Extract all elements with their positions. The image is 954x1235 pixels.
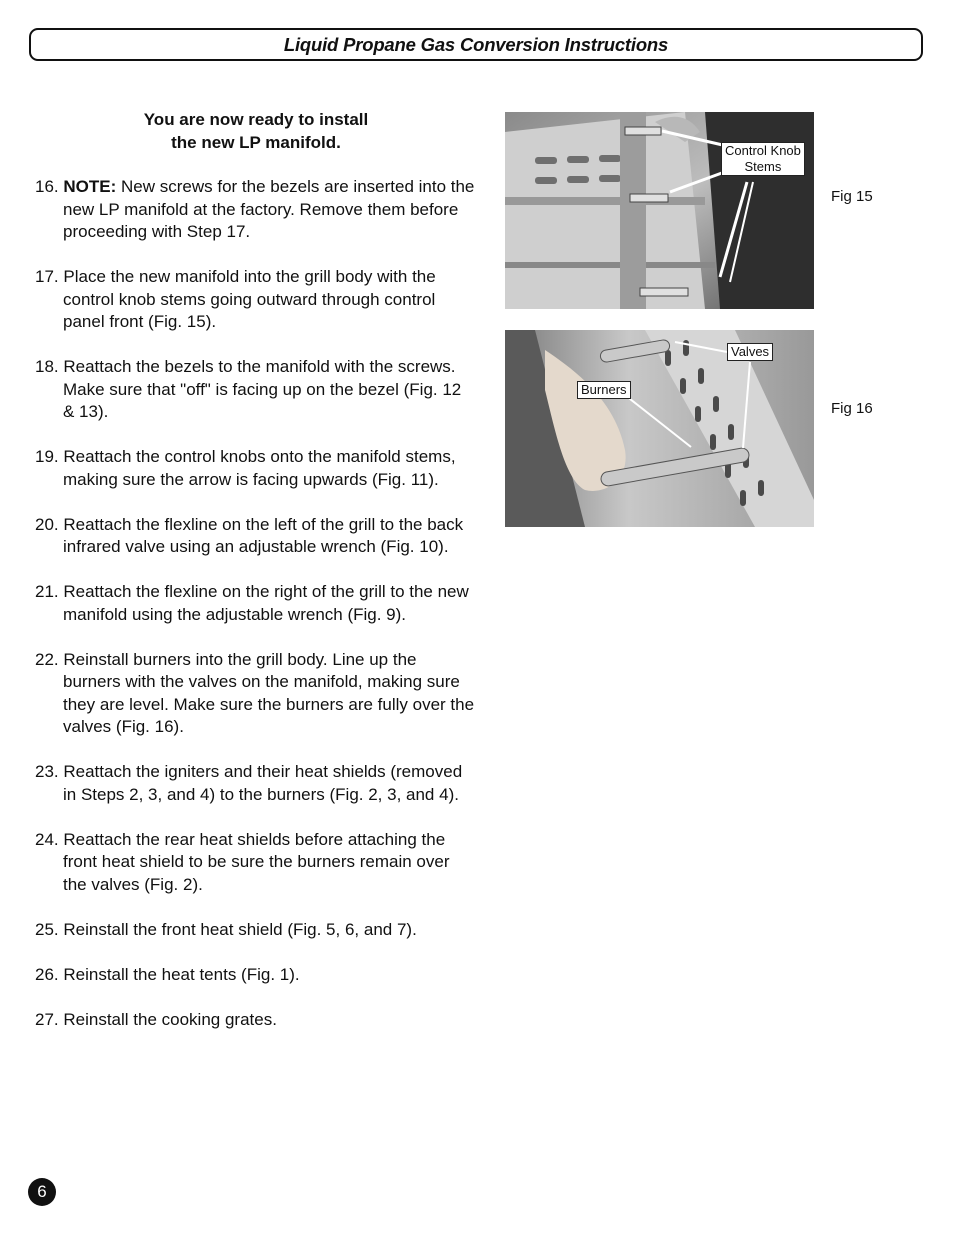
page-number-badge: 6 [28,1178,56,1206]
step-number: 25. [35,919,59,939]
header-box [29,28,923,61]
fig16-callout-valves: Valves [727,343,773,361]
step-27 [35,1009,475,1032]
fig16-callout-burners: Burners [577,381,631,399]
step-19 [35,446,475,491]
step-number: 19. [35,447,59,466]
step-number: 17. [35,267,59,286]
fig15-callout-control-knob-stems: Control Knob Stems [721,142,805,176]
step-number: 26. [35,964,59,984]
step-number: 18. [35,357,59,376]
step-24 [35,829,475,897]
fig16-photo [505,330,814,527]
step-number: 16. [35,177,59,196]
step-number: 22. [35,649,59,669]
step-18 [35,356,475,424]
fig15-photo [505,112,814,309]
step-text: Reattach the bezels to the manifold with the screws. Make sure that "off" is facing up on the bezel (Fig. 12 & 13). [63,357,462,421]
step-text: Reattach the flexline on the left of the grill to the back infrared valve using an adjustable wrench (Fig. 10). [63,514,464,556]
step-text: Reattach the control knobs onto the manifold stems, making sure the arrow is facing upwards (Fig. 11). [63,447,456,489]
steps-list [35,176,475,1054]
fig15-label: Fig 15 [831,188,873,205]
step-number: 23. [35,762,59,781]
step-16 [35,176,475,244]
step-22 [35,649,475,739]
step-text: Reattach the igniters and their heat shields (removed in Steps 2, 3, and 4) to the burners (Fig. 2, 3, and 4). [63,762,463,804]
step-number: 27. [35,1009,59,1029]
step-number: 20. [35,514,59,534]
step-text: Reattach the flexline on the right of the grill to the new manifold using the adjustable wrench (Fig. 9). [63,582,469,624]
step-23 [35,761,475,806]
step-text: Reinstall burners into the grill body. Line up the burners with the valves on the manifold, making sure they are level. Make sure the burners are fully over the valves (Fig. 16). [63,649,475,736]
step-text: Reinstall the heat tents (Fig. 1). [63,964,300,984]
step-25 [35,919,475,942]
step-17 [35,266,475,334]
step-20 [35,514,475,559]
intro-line-2: the new LP manifold. [171,132,341,152]
step-text: Reinstall the front heat shield (Fig. 5, 6, and 7). [63,919,417,939]
page-title: Liquid Propane Gas Conversion Instructions [283,34,669,55]
step-21 [35,581,475,626]
fig16-label: Fig 16 [831,400,873,417]
step-number: 24. [35,829,59,849]
intro-line-1: You are now ready to install [143,110,369,129]
step-text: Reinstall the cooking grates. [63,1009,277,1029]
step-text: New screws for the bezels are inserted into the new LP manifold at the factory. Remove them before proceeding with Step 17. [63,177,475,241]
step-text: Reattach the rear heat shields before attaching the front heat shield to be sure the burners remain over the valves (Fig. 2). [63,829,450,894]
step-number: 21. [35,582,59,601]
step-note-label: NOTE: [63,177,117,196]
step-text: Place the new manifold into the grill body with the control knob stems going outward through control panel front (Fig. 15). [63,267,436,331]
step-26 [35,964,475,987]
intro-heading [60,109,452,154]
